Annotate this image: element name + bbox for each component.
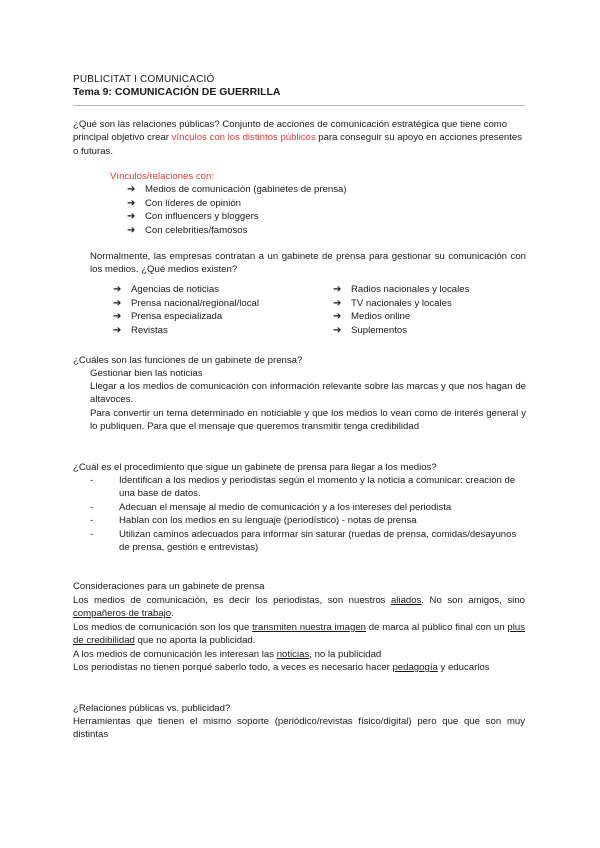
- dash-bullet: -: [90, 515, 94, 527]
- arrow-right-icon: ➔: [333, 324, 342, 336]
- procedimiento-list: [90, 474, 526, 554]
- list-item: ➔ Radios nacionales y locales: [333, 284, 470, 295]
- title-divider: [73, 105, 525, 106]
- dash-bullet: -: [90, 475, 94, 486]
- list-item: - Utilizan caminos adecuados para informar sin saturar (ruedas de prensa, comidas/desayunos de prensa, gestión e entrevistas): [90, 528, 517, 554]
- dash-bullet: -: [90, 528, 94, 540]
- arrow-right-icon: ➔: [127, 184, 136, 195]
- arrow-right-icon: ➔: [333, 311, 342, 323]
- consideraciones-line: Los medios de comunicación, es decir los periodistas, son nuestros aliados. No son amigos, sino compañeros de trabajo.: [73, 595, 525, 620]
- consideraciones-line: Los medios de comunicación son los que transmiten nuestra imagen de marca al público final con un plus de credibilidad que no aporta la publicidad.: [73, 622, 525, 647]
- list-item: - Adecuan el mensaje al medio de comunicación y a los intereses del periodista: [90, 501, 452, 513]
- list-item: ➔ Con influencers y bloggers: [127, 211, 259, 223]
- funciones-line: Gestionar bien las noticias: [90, 368, 203, 379]
- intro-question: ¿Qué son las relaciones públicas?: [73, 119, 220, 130]
- arrow-right-icon: ➔: [333, 297, 342, 309]
- arrow-right-icon: ➔: [113, 311, 122, 323]
- arrow-right-icon: ➔: [127, 211, 136, 223]
- funciones-line: Llegar a los medios de comunicación con información relevante sobre las marcas y que nos hagan de altavoces.: [90, 381, 526, 406]
- list-item: ➔ Medios online: [333, 311, 411, 323]
- rpvspub-text: Herramientas que tienen el mismo soporte (periódico/revistas físico/digital) pero que que son muy distintas: [73, 716, 525, 741]
- arrow-right-icon: ➔: [113, 324, 122, 336]
- list-item: ➔ Prensa nacional/regional/local: [113, 297, 259, 309]
- list-item: ➔ Con celebrities/famosos: [127, 224, 248, 236]
- dash-bullet: -: [90, 501, 94, 513]
- medios-intro: Normalmente, las empresas contratan a un gabinete de prensa para gestionar su comunicación con los medios. ¿Qué medios existen?: [90, 251, 526, 276]
- procedimiento-question: ¿Cuál es el procedimiento que sigue un gabinete de prensa para llegar a los medios?: [73, 462, 437, 473]
- list-item: ➔ Suplementos: [333, 324, 407, 336]
- list-item: ➔ Agencias de noticias: [113, 284, 219, 295]
- intro-paragraph: [73, 118, 525, 158]
- consideraciones-line: A los medios de comunicación les interesan las noticias, no la publicidad: [73, 649, 382, 660]
- course-name: PUBLICITAT I COMUNICACIÓ: [73, 74, 215, 85]
- arrow-right-icon: ➔: [127, 224, 136, 236]
- arrow-right-icon: ➔: [127, 197, 136, 209]
- funciones-line: Para convertir un tema determinado en noticiable y que los medios lo vean como de interés general y lo publiquen. Para que el mensaje que queremos transmitir tenga credibilidad: [90, 408, 526, 433]
- arrow-right-icon: ➔: [113, 284, 122, 295]
- funciones-question: ¿Cuáles son las funciones de un gabinete de prensa?: [73, 355, 303, 366]
- consideraciones-heading: Consideraciones para un gabinete de prensa: [73, 581, 265, 592]
- vinculos-list: [127, 183, 347, 237]
- list-item: ➔ TV nacionales y locales: [333, 297, 452, 309]
- list-item: ➔ Con líderes de opinión: [127, 197, 242, 209]
- medios-list-left: [113, 283, 259, 337]
- list-item: ➔ Medios de comunicación (gabinetes de prensa): [127, 184, 347, 195]
- list-item: - Hablan con los medios en su lenguaje (periodístico) - notas de prensa: [90, 515, 417, 527]
- arrow-right-icon: ➔: [333, 284, 342, 295]
- intro-text-1: Conjunto de acciones de comunicación estratégica que tiene como principal objetivo crear: [73, 119, 508, 144]
- rpvspub-question: ¿Relaciones públicas vs. publicidad?: [73, 703, 231, 714]
- vinculos-heading: Vínculos/relaciones con:: [110, 171, 214, 182]
- medios-list-right: [333, 283, 469, 337]
- intro-highlight: vínculos con los distintos públicos: [171, 132, 316, 144]
- list-item: ➔ Prensa especializada: [113, 311, 223, 323]
- list-item: ➔ Revistas: [113, 324, 168, 336]
- consideraciones-line: Los periodistas no tienen porqué saberlo todo, a veces es necesario hacer pedagogía y educarlos: [73, 662, 490, 673]
- arrow-right-icon: ➔: [113, 297, 122, 309]
- page-title: Tema 9: COMUNICACIÓN DE GUERRILLA: [73, 86, 281, 98]
- list-item: - Identifican a los medios y periodistas según el momento y la noticia a comunicar: creación de una base de datos.: [90, 475, 516, 500]
- intro-text-2: para conseguir su apoyo en acciones presentes o futuras.: [73, 132, 523, 157]
